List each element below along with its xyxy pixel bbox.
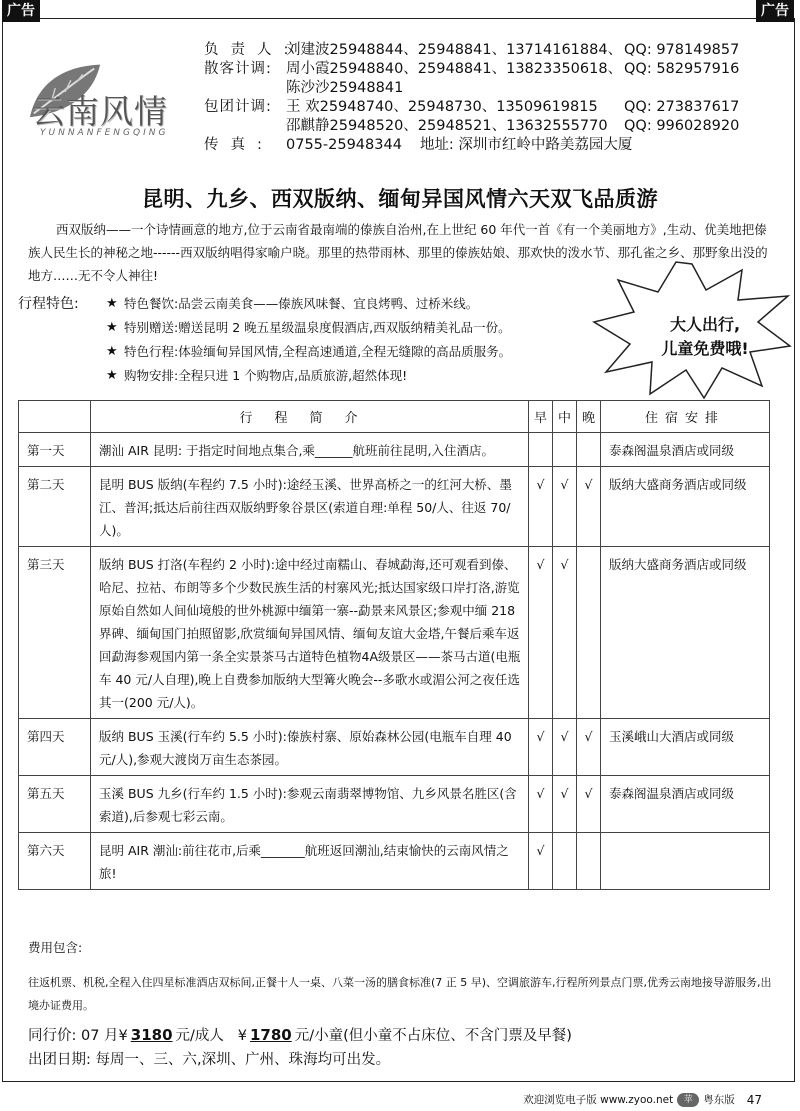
lunch-cell: √ — [553, 547, 577, 719]
feature-text: 体验缅甸异国风情,全程高速通道,全程无缝隙的高品质服务。 — [178, 344, 512, 359]
dinner-cell: √ — [577, 776, 601, 833]
desc-cell: 版纳 BUS 玉溪(行车约 5.5 小时):傣族村寨、原始森林公园(电瓶车自理 40 元/人),参观大渡岗万亩生态茶园。 — [91, 719, 529, 776]
dinner-cell: √ — [577, 719, 601, 776]
hotel-cell: 泰森阁温泉酒店或同级 — [601, 776, 770, 833]
feature-text: 全程只进 1 个购物店,品质旅游,超然体现! — [178, 368, 408, 383]
table-row — [19, 833, 770, 890]
breakfast-cell: √ — [529, 467, 553, 547]
breakfast-cell: √ — [529, 719, 553, 776]
features-label: 行程特色: — [18, 296, 79, 312]
feature-title: 购物安排: — [124, 368, 179, 383]
header-lunch: 中 — [553, 401, 577, 433]
desc-cell: 昆明 AIR 潮汕:前往花市,后乘_______航班返回潮汕,结束愉快的云南风情之旅! — [91, 833, 529, 890]
table-header-row — [19, 401, 770, 433]
contact-qq: QQ: 996028920 — [624, 118, 740, 134]
hotel-cell — [601, 833, 770, 890]
header-day — [19, 401, 91, 433]
feature-title: 特色行程: — [124, 344, 179, 359]
star-icon: ★ — [106, 368, 118, 383]
desc-cell: 昆明 BUS 版纳(车程约 7.5 小时):途经玉溪、世界高桥之一的红河大桥、墨江、普洱;抵达后前往西双版纳野象谷景区(索道自理:单程 50/人、往返 70/人)。 — [91, 467, 529, 547]
features-list — [18, 292, 638, 388]
header-hotel: 住宿安排 — [601, 401, 770, 433]
feature-title: 特别赠送: — [124, 320, 179, 335]
itinerary-table — [18, 400, 770, 890]
star-icon: ★ — [106, 344, 118, 359]
desc-cell: 潮汕 AIR 昆明: 于指定时间地点集合,乘______航班前往昆明,入住酒店。 — [91, 433, 529, 467]
feature-title: 特色餐饮: — [124, 296, 179, 311]
dinner-cell — [577, 547, 601, 719]
contact-row-fax — [204, 136, 784, 155]
contact-label: 包团计调: — [204, 99, 272, 115]
page-title: 昆明、九乡、西双版纳、缅甸异国风情六天双飞品质游 — [142, 187, 658, 211]
ad-tag-left: 广告 — [2, 0, 40, 22]
contact-value: 邵麒静25948520、25948521、13632555770 — [286, 118, 608, 134]
contact-row — [204, 117, 784, 136]
child-price: 1780 — [249, 1026, 292, 1044]
breakfast-cell: √ — [529, 776, 553, 833]
page-number: 47 — [746, 1092, 762, 1107]
table-row — [19, 719, 770, 776]
departure-dates: 出团日期: 每周一、三、六,深圳、广州、珠海均可出发。 — [28, 1052, 391, 1068]
contact-row — [204, 60, 784, 79]
contact-qq — [624, 79, 784, 98]
footer-region: 粤东版 — [703, 1094, 735, 1106]
star-icon: ★ — [106, 320, 118, 335]
desc-cell: 玉溪 BUS 九乡(行车约 1.5 小时):参观云南翡翠博物馆、九乡风景名胜区(含索道),后参观七彩云南。 — [91, 776, 529, 833]
child-prefix: ¥ — [237, 1028, 247, 1044]
lunch-cell: √ — [553, 776, 577, 833]
table-row — [19, 547, 770, 719]
contact-label — [204, 79, 286, 98]
contact-row — [204, 79, 784, 98]
breakfast-cell: √ — [529, 547, 553, 719]
feature-text: 品尝云南美食——傣族风味餐、宜良烤鸭、过桥米线。 — [178, 296, 479, 311]
day-cell: 第六天 — [19, 833, 91, 890]
contact-qq: QQ: 273837617 — [624, 99, 740, 115]
feature-text: 赠送昆明 2 晚五星级温泉度假酒店,西双版纳精美礼品一份。 — [178, 320, 511, 335]
brand-logo — [18, 50, 188, 150]
contact-qq: QQ: 582957916 — [624, 61, 740, 77]
fax-number: 0755-25948344 — [286, 137, 402, 153]
address: 地址: 深圳市红岭中路美荔园大厦 — [419, 137, 633, 153]
dinner-cell — [577, 433, 601, 467]
lunch-cell: √ — [553, 467, 577, 547]
page-footer — [523, 1092, 762, 1107]
breakfast-cell: √ — [529, 833, 553, 890]
intro-text: 西双版纳——一个诗情画意的地方,位于云南省最南端的傣族自治州,在上世纪 60 年代一首《有一个美丽地方》,生动、优美地把傣族人民生长的神秘之地------西双版纳唱得家喻户晓。那里的热带雨林、那里的傣族姑娘、那欢快的泼水节、那孔雀之乡、那野象出没的地方……无不令人神往! — [28, 222, 768, 283]
fax-label: 传真: — [204, 137, 274, 153]
contact-label — [204, 117, 286, 136]
hotel-cell: 版纳大盛商务酒店或同级 — [601, 547, 770, 719]
contact-qq: QQ: 978149857 — [624, 42, 740, 58]
table-row — [19, 433, 770, 467]
day-cell: 第二天 — [19, 467, 91, 547]
desc-cell: 版纳 BUS 打洛(车程约 2 小时):途中经过南糯山、春城勐海,还可观看到傣、哈尼、拉祜、布朗等多个少数民族生活的村寨风光;抵达国家级口岸打洛,游览原始自然如人间仙境般的世外桃源中缅第一寨--勐景来风景区;参观中缅 218 界碑、缅甸国门拍照留影,欣赏缅甸异国风情、缅甸友谊大金塔,午餐后乘车返回勐海参观国内第一条全实景茶马古道特色植物4A级景区——茶马古道(电瓶车 40 元/人自理),晚上自费参加版纳大型篝火晚会--多歌水或湄公河之夜任选其一(200 元/人)。 — [91, 547, 529, 719]
day-cell: 第四天 — [19, 719, 91, 776]
header-breakfast: 早 — [529, 401, 553, 433]
hotel-cell: 泰森阁温泉酒店或同级 — [601, 433, 770, 467]
contact-label: 负责人: — [204, 42, 301, 58]
contact-row — [204, 41, 784, 60]
table-row — [19, 467, 770, 547]
day-cell: 第一天 — [19, 433, 91, 467]
ad-tag-right: 广告 — [756, 0, 794, 22]
promo-line1: 大人出行, — [669, 315, 741, 334]
day-cell: 第五天 — [19, 776, 91, 833]
adult-unit: 元/成人 — [175, 1028, 224, 1044]
dinner-cell: √ — [577, 467, 601, 547]
contact-value: 刘建波25948844、25948841、13714161884、 — [286, 42, 623, 58]
header-dinner: 晚 — [577, 401, 601, 433]
footer-badge-icon: 苹 — [677, 1093, 699, 1107]
fees-heading: 费用包含: — [28, 940, 83, 955]
header-desc: 行程简介 — [91, 401, 529, 433]
feature-item — [18, 292, 638, 316]
lunch-cell — [553, 833, 577, 890]
contact-value: 陈沙沙25948841 — [286, 80, 404, 96]
feature-item — [18, 316, 638, 340]
hotel-cell: 玉溪峨山大酒店或同级 — [601, 719, 770, 776]
promo-text — [640, 313, 770, 361]
adult-price: 3180 — [130, 1026, 173, 1044]
logo-subtitle: YUNNANFENGQING — [40, 128, 169, 138]
table-row — [19, 776, 770, 833]
contact-value: 王 欢25948740、25948730、13509619815 — [286, 99, 598, 115]
child-unit: 元/小童(但小童不占床位、不含门票及早餐) — [294, 1028, 572, 1044]
day-cell: 第三天 — [19, 547, 91, 719]
fees-body: 往返机票、机税,全程入住四星标准酒店双标间,正餐十人一桌、八菜一汤的膳食标准(7 正 5 早)、空调旅游车,行程所列景点门票,优秀云南地接导游服务,出境办证费用。 — [28, 976, 772, 1012]
dinner-cell — [577, 833, 601, 890]
star-icon: ★ — [106, 296, 118, 311]
price-prefix: 同行价: 07 月¥ — [28, 1028, 128, 1044]
feature-item — [18, 340, 638, 364]
contact-row — [204, 98, 784, 117]
hotel-cell: 版纳大盛商务酒店或同级 — [601, 467, 770, 547]
lunch-cell: √ — [553, 719, 577, 776]
logo-name: 云南风情 — [32, 92, 168, 131]
promo-line2: 儿童免费哦! — [661, 339, 749, 358]
lunch-cell — [553, 433, 577, 467]
breakfast-cell — [529, 433, 553, 467]
fees-section — [28, 938, 778, 1072]
feature-item — [18, 364, 638, 388]
contact-label: 散客计调: — [204, 61, 272, 77]
price-line — [28, 1023, 778, 1048]
footer-text: 欢迎浏览电子版 www.zyoo.net — [523, 1094, 674, 1106]
contact-value: 周小霞25948840、25948841、13823350618、 — [286, 61, 623, 77]
contact-block — [204, 41, 784, 155]
